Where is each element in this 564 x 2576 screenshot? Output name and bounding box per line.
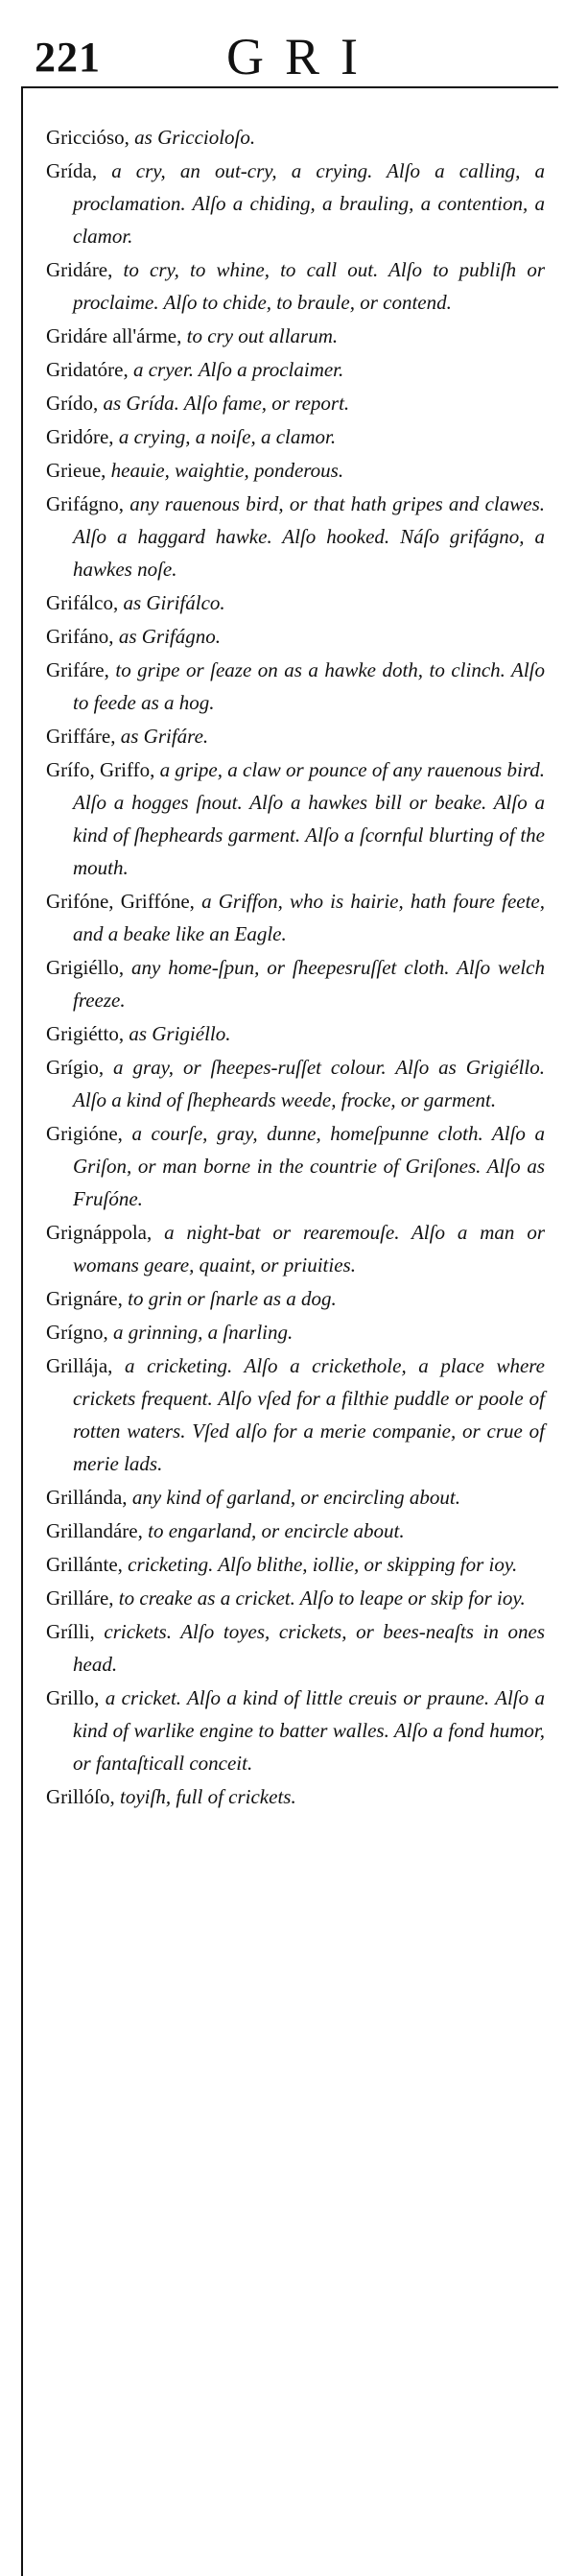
- entry-headword: Grigiétto,: [46, 1022, 129, 1045]
- entry-definition: a gray, or ſheepes-ruſſet colour. Alſo as Grigiéllo. Alſo a kind of ſhepheards weede, frocke, or garment.: [73, 1056, 545, 1111]
- entry-definition: cricketing. Alſo blithe, iollie, or skipping for ioy.: [128, 1553, 518, 1576]
- dictionary-entry: [46, 253, 545, 319]
- entry-headword: Gridáre all'árme,: [46, 324, 187, 347]
- entry-headword: Grillóſo,: [46, 1785, 120, 1808]
- entry-headword: Grigióne,: [46, 1122, 132, 1145]
- dictionary-entry: [46, 654, 545, 719]
- entry-headword: Griffáre,: [46, 725, 121, 748]
- entry-definition: any home-ſpun, or ſheepesruſſet cloth. Alſo welch freeze.: [73, 956, 545, 1012]
- entry-definition: any rauenous bird, or that hath gripes and clawes. Alſo a haggard hawke. Alſo hooked. Náſo grifágno, a hawkes noſe.: [73, 492, 546, 581]
- entry-headword: Grillo,: [46, 1686, 106, 1709]
- entry-headword: Grifáno,: [46, 625, 119, 648]
- entry-headword: Grída,: [46, 159, 112, 182]
- entry-definition: a gripe, a claw or pounce of any rauenous bird. Alſo a hogges ſnout. Alſo a hawkes bill or beake. Alſo a kind of ſhepheards garment. Alſo a ſcornful blurting of the mouth.: [73, 758, 545, 879]
- entry-definition: toyiſh, full of crickets.: [120, 1785, 296, 1808]
- entry-definition: any kind of garland, or encircling about.: [131, 1486, 460, 1509]
- entry-headword: Grifóne, Griffóne,: [46, 890, 202, 913]
- entry-headword: Grillandáre,: [46, 1519, 149, 1542]
- entry-definition: a courſe, gray, dunne, homeſpunne cloth. Alſo a Griſon, or man borne in the countrie of Griſones. Alſo as Fruſóne.: [73, 1122, 545, 1210]
- header-rule: [21, 86, 558, 88]
- entry-definition: to cry, to whine, to call out. Alſo to publiſh or proclaime. Alſo to chide, to braule, or contend.: [73, 258, 545, 314]
- dictionary-entry: [46, 454, 545, 487]
- dictionary-entry: [46, 586, 545, 619]
- entry-headword: Grignáre,: [46, 1287, 129, 1310]
- entry-definition: a grinning, a ſnarling.: [113, 1321, 294, 1344]
- entry-headword: Grieue,: [46, 459, 111, 482]
- dictionary-entry: [46, 353, 545, 386]
- running-head-word: GRI: [226, 28, 379, 85]
- entry-headword: Grígno,: [46, 1321, 113, 1344]
- entry-list: [46, 121, 545, 1814]
- entry-definition: as Girifálco.: [123, 591, 225, 614]
- dictionary-entry: [46, 885, 545, 950]
- dictionary-entry: [46, 387, 545, 419]
- dictionary-entry: [46, 753, 545, 884]
- entry-definition: as Grigiéllo.: [129, 1022, 231, 1045]
- entry-headword: Grilláre,: [46, 1586, 119, 1610]
- entry-definition: a cricketing. Alſo a crickethole, a place where crickets frequent. Alſo vſed for a filthie puddle or poole of rotten waters. Vſed alſo for a merie companie, or crue of merie lads.: [73, 1354, 546, 1475]
- dictionary-entry: [46, 320, 545, 352]
- entry-definition: heauie, waightie, ponderous.: [110, 459, 344, 482]
- dictionary-entry: [46, 951, 545, 1016]
- entry-headword: Grído,: [46, 392, 104, 415]
- entry-definition: a cryer. Alſo a proclaimer.: [132, 358, 344, 381]
- dictionary-entry: [46, 420, 545, 453]
- entry-definition: to grin or ſnarle as a dog.: [128, 1287, 337, 1310]
- dictionary-entry: [46, 1349, 545, 1480]
- entry-headword: Grillánda,: [46, 1486, 132, 1509]
- dictionary-entry: [46, 1282, 545, 1315]
- entry-headword: Grillája,: [46, 1354, 125, 1377]
- entry-definition: as Grída. Alſo fame, or report.: [103, 392, 350, 415]
- entry-headword: Grigiéllo,: [46, 956, 132, 979]
- dictionary-entry: [46, 1117, 545, 1215]
- entry-headword: Gridáre,: [46, 258, 124, 281]
- entry-headword: Grifágno,: [46, 492, 130, 515]
- entry-definition: to engarland, or encircle about.: [148, 1519, 405, 1542]
- page-number: 221: [35, 34, 101, 81]
- dictionary-entry: [46, 1548, 545, 1581]
- dictionary-entry: [46, 1682, 545, 1779]
- dictionary-entry: [46, 1515, 545, 1547]
- dictionary-entry: [46, 1017, 545, 1050]
- entry-definition: to creake as a cricket. Alſo to leape or skip for ioy.: [118, 1586, 526, 1610]
- entry-definition: a Griffon, who is hairie, hath foure feete, and a beake like an Eagle.: [73, 890, 545, 945]
- entry-headword: Grillánte,: [46, 1553, 129, 1576]
- dictionary-entry: [46, 155, 545, 252]
- page-header: [0, 27, 564, 84]
- dictionary-entry: [46, 488, 545, 585]
- dictionary-entry: [46, 1582, 545, 1614]
- entry-headword: Gridóre,: [46, 425, 119, 448]
- entry-definition: to cry out allarum.: [186, 324, 339, 347]
- dictionary-entry: [46, 121, 545, 154]
- entry-headword: Grignáppola,: [46, 1221, 165, 1244]
- dictionary-entry: [46, 1615, 545, 1681]
- entry-headword: Gricciósо,: [46, 126, 135, 149]
- entry-definition: a night-bat or rearemouſe. Alſo a man or womans geare, quaint, or priuities.: [73, 1221, 545, 1276]
- dictionary-entry: [46, 1481, 545, 1514]
- dictionary-entry: [46, 1780, 545, 1813]
- dictionary-entry: [46, 1316, 545, 1348]
- entry-definition: to gripe or ſeaze on as a hawke doth, to clinch. Alſo to feede as a hog.: [73, 658, 546, 714]
- entry-headword: Gridatóre,: [46, 358, 133, 381]
- dictionary-entry: [46, 720, 545, 752]
- column-rule: [21, 86, 23, 2576]
- entry-definition: as Grifáre.: [120, 725, 209, 748]
- entry-headword: Grífo, Griffo,: [46, 758, 160, 781]
- entry-headword: Grifálco,: [46, 591, 124, 614]
- entry-definition: a cry, an out-cry, a crying. Alſo a calling, a proclamation. Alſo a chiding, a brauling, a contention, a clamor.: [73, 159, 545, 248]
- entry-headword: Grifáre,: [46, 658, 116, 681]
- entry-definition: as Grifágno.: [118, 625, 221, 648]
- entry-definition: a crying, a noiſe, a clamor.: [118, 425, 337, 448]
- dictionary-entry: [46, 1051, 545, 1116]
- entry-definition: as Griccioloſo.: [134, 126, 256, 149]
- entry-headword: Grígio,: [46, 1056, 114, 1079]
- dictionary-entry: [46, 620, 545, 653]
- entry-definition: a cricket. Alſo a kind of little creuis or praune. Alſo a kind of warlike engine to batter walles. Alſo a fond humor, or fantaſticall conceit.: [73, 1686, 545, 1775]
- dictionary-entry: [46, 1216, 545, 1281]
- entry-headword: Grílli,: [46, 1620, 105, 1643]
- entry-definition: crickets. Alſo toyes, crickets, or bees-neaſts in ones head.: [73, 1620, 545, 1676]
